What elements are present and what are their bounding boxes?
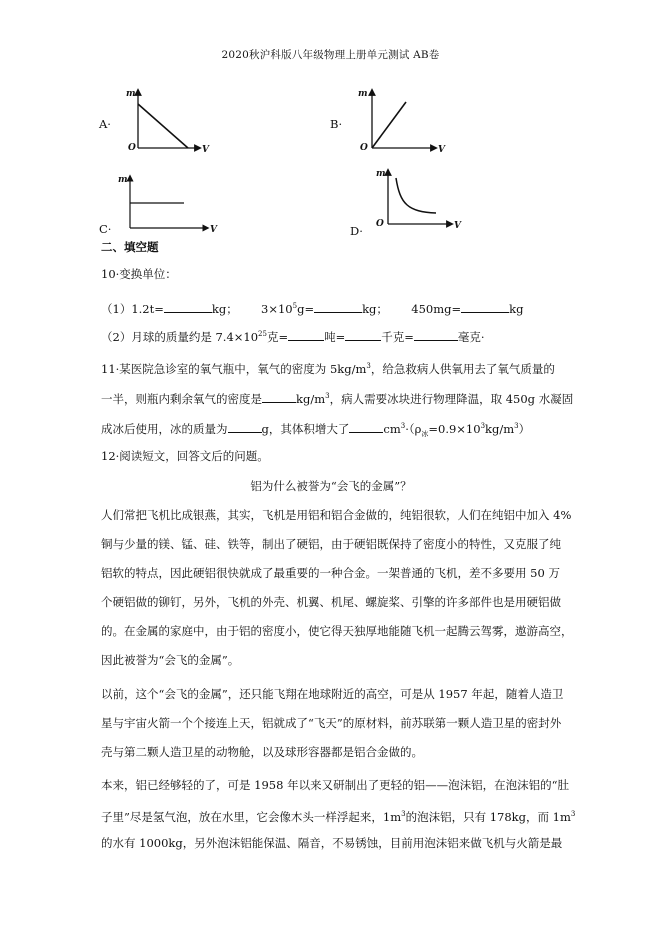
passage-exp: 3 (570, 810, 576, 818)
passage-line (101, 804, 576, 827)
passage-line: 人们常把飞机比成银燕，其实，飞机是用铝和铝合金做的，纯铝很软，人们在纯铝中加入 4% (101, 508, 572, 522)
passage-line: 的。在金属的家庭中，由于铝的密度小，使它得天独厚地能随飞机一起腾云驾雾，遨游高空， (101, 624, 573, 638)
q10-p2-u3: 毫克· (457, 329, 485, 344)
option-b-label: B· (330, 117, 343, 131)
q11-l1: 11·某医院急诊室的氧气瓶中，氧气的密度为 5kg/m (101, 361, 367, 376)
q10-p2-u2: 千克= (381, 329, 414, 344)
passage-segment: 子里”尽是氢气泡，放在水里，它会像木头一样浮起来，1m (101, 809, 402, 824)
answer-blank (345, 328, 381, 341)
q11-l3-d: ·（ρ (405, 421, 422, 436)
passage-segment: 的泡沫铝，只有 178kg，而 1m (405, 809, 571, 824)
axis-m-label: m (118, 175, 128, 185)
axis-origin-label: O (128, 143, 136, 153)
q11-l3-f-exp: 3 (514, 422, 519, 430)
q11-l3-c: cm (383, 421, 401, 436)
option-b-graph (350, 84, 450, 156)
graph-line (372, 102, 406, 148)
answer-blank (262, 390, 296, 403)
q11-l2-c: ，病人需要冰块进行物理降温，取 450g 水凝固 (329, 391, 574, 406)
option-a-label: A· (99, 117, 111, 131)
q11-l3-f: kg/m (485, 421, 515, 436)
q10-p2-a-rest: 克= (266, 329, 289, 344)
answer-blank (349, 420, 383, 433)
passage-line: 铝软的特点，因此硬铝很快就成了最重要的一种合金。一架普通的飞机，差不多要用 50 万 (101, 566, 560, 580)
q10-p1-b-rest: g= (297, 301, 315, 316)
q11-l3-c-exp: 3 (400, 422, 406, 430)
section-title: 二、填空题 (101, 240, 159, 254)
passage-line: 本来，铝已经够轻的了，可是 1958 年以来又研制出了更轻的铝——泡沫铝，在泡沫铝的“肚 (101, 778, 569, 792)
option-a-graph (118, 84, 218, 156)
q11-line2 (101, 386, 574, 409)
axis-v-label: V (454, 221, 461, 231)
axis-m-label: m (358, 89, 368, 99)
passage-title: 铝为什么被誉为“会飞的金属”？ (250, 479, 412, 493)
answer-blank (228, 420, 262, 433)
q11-l2-b: kg/m (296, 391, 326, 406)
q10-p1-a-unit: kg； (211, 301, 238, 316)
passage-line: 个硬铝做的铆钉，另外，飞机的外壳、机翼、机尾、螺旋桨、引擎的许多部件也是用硬铝做 (101, 595, 561, 609)
answer-blank (164, 300, 212, 313)
page-header: 2020秋沪科版八年级物理上册单元测试 AB卷 (221, 49, 440, 61)
answer-blank (288, 328, 324, 341)
axis-v-label: V (438, 145, 445, 155)
q10-p1-c: 450mg= (411, 301, 462, 316)
axis-origin-label: O (360, 143, 368, 153)
passage-line: 壳与第二颗人造卫星的动物舱，以及球形容器都是铝合金做的。 (101, 745, 423, 759)
q11-l3-b: g，其体积增大了 (261, 421, 350, 436)
q12-stem: 12·阅读短文，回答文后的问题。 (101, 449, 269, 463)
q10-p2-a-exp: 25 (258, 330, 267, 338)
axis-m-label: m (376, 169, 386, 179)
q10-p1-c-unit: kg (509, 301, 524, 316)
q10-p2-u1: 吨= (324, 329, 346, 344)
q11-l1-exp: 3 (366, 362, 371, 370)
passage-line: 因此被誉为“会飞的金属”。 (101, 653, 240, 667)
q11-l3-d-sub: 冰 (421, 430, 429, 439)
q10-p2-a: （2）月球的质量约是 7.4×10 (101, 329, 259, 344)
passage-exp: 3 (401, 810, 406, 818)
axis-m-label: m (126, 89, 136, 99)
answer-blank (314, 300, 362, 313)
passage-line: 以前，这个“会飞的金属”，还只能飞翔在地球附近的高空，可是从 1957 年起，随着人造卫 (101, 687, 564, 701)
q10-p1-b: 3×10 (261, 301, 293, 316)
q10-p1-a: （1）1.2t= (101, 301, 164, 316)
q11-l2-b-exp: 3 (325, 392, 330, 400)
q10-part1 (101, 296, 571, 319)
q11-line3 (101, 416, 571, 444)
axis-origin-label: O (376, 219, 384, 229)
q10-part2 (101, 324, 571, 347)
passage-line: 铜与少量的镁、锰、硅、铁等，制出了硬铝，由于硬铝既保持了密度小的特性，又克服了纯 (101, 537, 561, 551)
q10-p1-b-unit: kg； (362, 301, 388, 316)
q11-l3-a: 成冰后使用，冰的质量为 (101, 421, 228, 436)
option-d-graph (366, 164, 466, 240)
graph-line (138, 104, 188, 148)
passage-line: 星与宇宙火箭一个个接连上天，铝就成了“飞天”的原材料，前苏联第一颗人造卫星的密封外 (101, 716, 562, 730)
passage-line: 的水有 1000kg，另外泡沫铝能保温、隔音，不易锈蚀，目前用泡沫铝来做飞机与火箭是最 (101, 836, 563, 850)
answer-blank (414, 328, 458, 341)
axis-v-label: V (202, 145, 209, 155)
q10-p1-b-exp: 5 (292, 302, 298, 310)
option-c-graph (116, 170, 226, 238)
graph-curve (396, 178, 436, 213)
q11-line1 (101, 356, 571, 379)
q11-l1-rest: ，给急救病人供氧用去了氧气质量的 (370, 361, 555, 376)
q11-l2-a: 一半，则瓶内剩余氧气的密度是 (101, 391, 262, 406)
answer-blank (461, 300, 509, 313)
q11-l3-g: ） (518, 421, 531, 436)
q10-stem: 10·变换单位： (101, 267, 177, 281)
q11-l3-e-exp: 3 (480, 422, 486, 430)
option-d-label: D· (350, 224, 363, 238)
q11-l3-e: =0.9×10 (428, 421, 481, 436)
option-c-label: C· (99, 222, 112, 236)
axis-v-label: V (210, 225, 217, 235)
